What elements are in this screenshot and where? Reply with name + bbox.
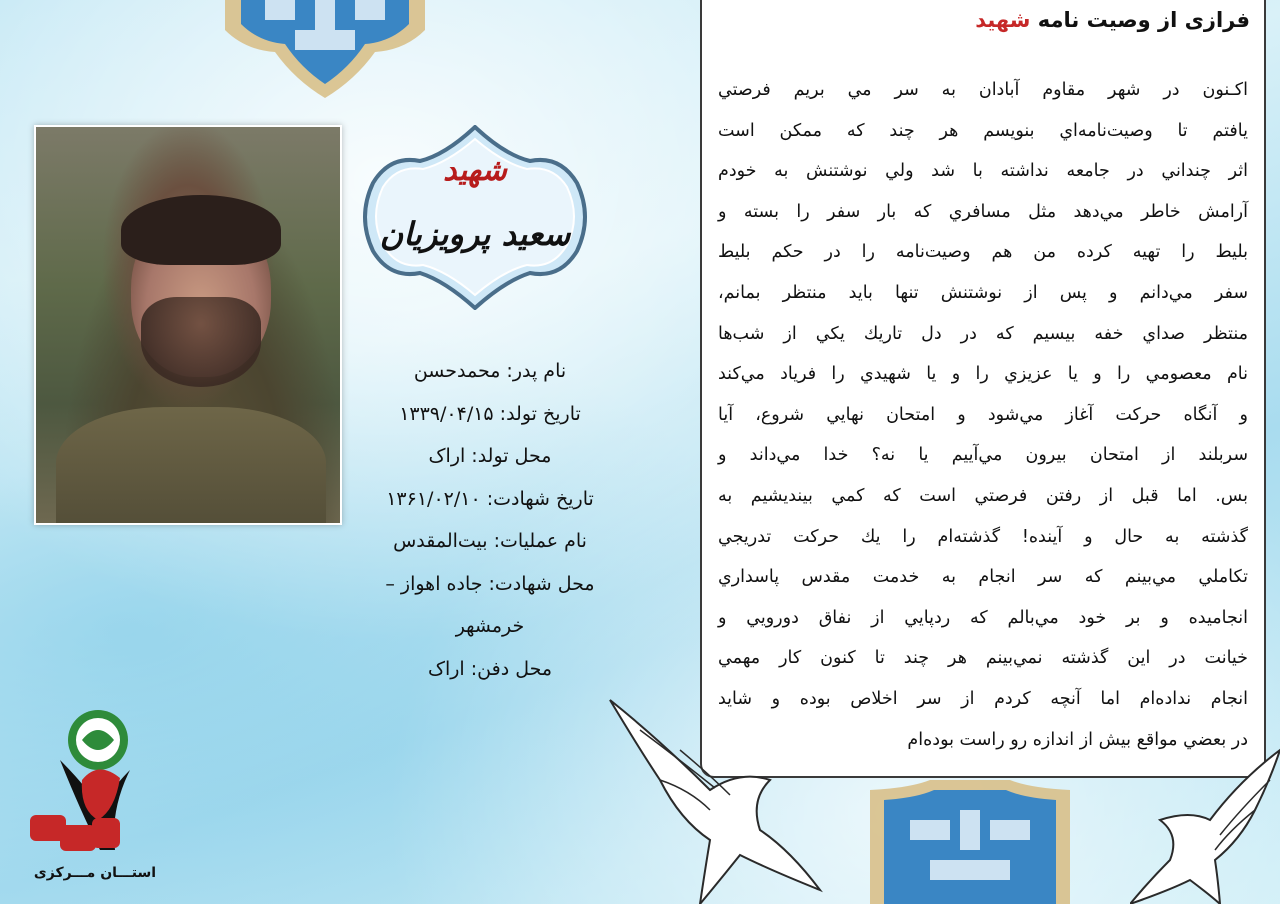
will-title-main: فرازی از وصیت نامه bbox=[1030, 8, 1250, 32]
bird-right-icon bbox=[1130, 740, 1280, 904]
will-line: اکـنون در شهر مقاوم آبادان به سر مي بريم فرصتي bbox=[718, 80, 1248, 100]
will-line: يافتم تا وصيت‌نامه‌اي بنويسم هر چند كه ممكن است bbox=[718, 120, 1248, 141]
plaque-label: شهید bbox=[443, 153, 507, 188]
will-line: منتظر صداي خفه بيسيم كه در دل تاريك يكي از شب‌ها bbox=[718, 323, 1248, 344]
martyrdom-place-cont: خرمشهر bbox=[455, 615, 525, 637]
will-line: سربلند از امتحان بيرون مي‌آييم يا نه؟ خدا مي‌داند و bbox=[718, 445, 1248, 466]
will-line: انجام نداده‌ام اما آنچه كردم از سر اخلاص بوده و شايد bbox=[718, 688, 1248, 709]
father-name: نام پدر: محمدحسن bbox=[413, 360, 567, 382]
will-line: نام معصومي را و يا عزيزي را و يا شهيدي را فرياد مي‌كند bbox=[718, 364, 1248, 385]
will-line: تكاملي مي‌بينم كه سر انجام به خدمت مقدس پاسداري bbox=[718, 567, 1248, 588]
birth-date: تاریخ تولد: ۱۳۳۹/۰۴/۱۵ bbox=[399, 402, 581, 425]
will-line: انجاميده و بر خود مي‌بالم كه ردپايي از نفاق دورويي و bbox=[718, 607, 1248, 628]
martyr-photo bbox=[34, 125, 342, 525]
will-body bbox=[718, 70, 1248, 760]
photo-shirt bbox=[56, 407, 326, 525]
will-line: در بعضي مواقع بيش از اندازه رو راست بوده‌ام bbox=[907, 729, 1248, 750]
will-box bbox=[700, 0, 1266, 778]
will-line: آرامش خاطر مي‌دهد مثل مسافري كه بار سفر را بسته و bbox=[718, 201, 1248, 222]
will-line: بليط را تهيه كرده من هم وصيت‌نامه را در حكم بليط bbox=[718, 242, 1248, 263]
ornament-top bbox=[205, 0, 445, 102]
bio-info bbox=[345, 350, 635, 690]
ornament-bottom bbox=[870, 780, 1070, 904]
logo-emblem-icon bbox=[20, 700, 170, 865]
name-plaque bbox=[355, 125, 595, 310]
logo-caption: استـــان مـــرکزی bbox=[33, 865, 157, 881]
foundation-logo bbox=[20, 700, 170, 900]
will-line: خيانت در اين گذشته نمي‌بينم هر چند تا كنون كار مهمي bbox=[718, 648, 1248, 669]
photo-beard bbox=[141, 297, 261, 387]
operation-name: نام عملیات: بیت‌المقدس bbox=[393, 530, 587, 552]
martyrdom-place: محل شهادت: جاده اهواز – bbox=[385, 572, 595, 595]
will-title-accent: شهید bbox=[975, 8, 1031, 32]
will-line: و آنگاه حركت آغاز مي‌شود و امتحان نهايي شروع، آيا bbox=[718, 404, 1248, 425]
bird-left-icon bbox=[600, 680, 830, 904]
photo-hair bbox=[121, 195, 281, 265]
will-line: اثر چنداني در جامعه نداشته با شد ولي نوشتنش به خودم bbox=[718, 161, 1248, 182]
martyr-name: سعید پرویزیان bbox=[379, 215, 571, 253]
burial-place: محل دفن: اراک bbox=[427, 657, 553, 680]
martyrdom-date: تاریخ شهادت: ۱۳۶۱/۰۲/۱۰ bbox=[386, 487, 594, 510]
will-title bbox=[975, 8, 1250, 32]
will-line: سفر مي‌دانم و پس از نوشتنش تنها بايد منتظر بمانم، bbox=[718, 282, 1248, 303]
will-line: بس. اما قبل از رفتن فرصتي است كه كمي بينديشيم به bbox=[718, 485, 1248, 506]
will-line: گذشته به حال و آينده! گذشته‌ام را يك حركت تدريجي bbox=[718, 526, 1248, 547]
birth-place: محل تولد: اراک bbox=[428, 445, 552, 467]
